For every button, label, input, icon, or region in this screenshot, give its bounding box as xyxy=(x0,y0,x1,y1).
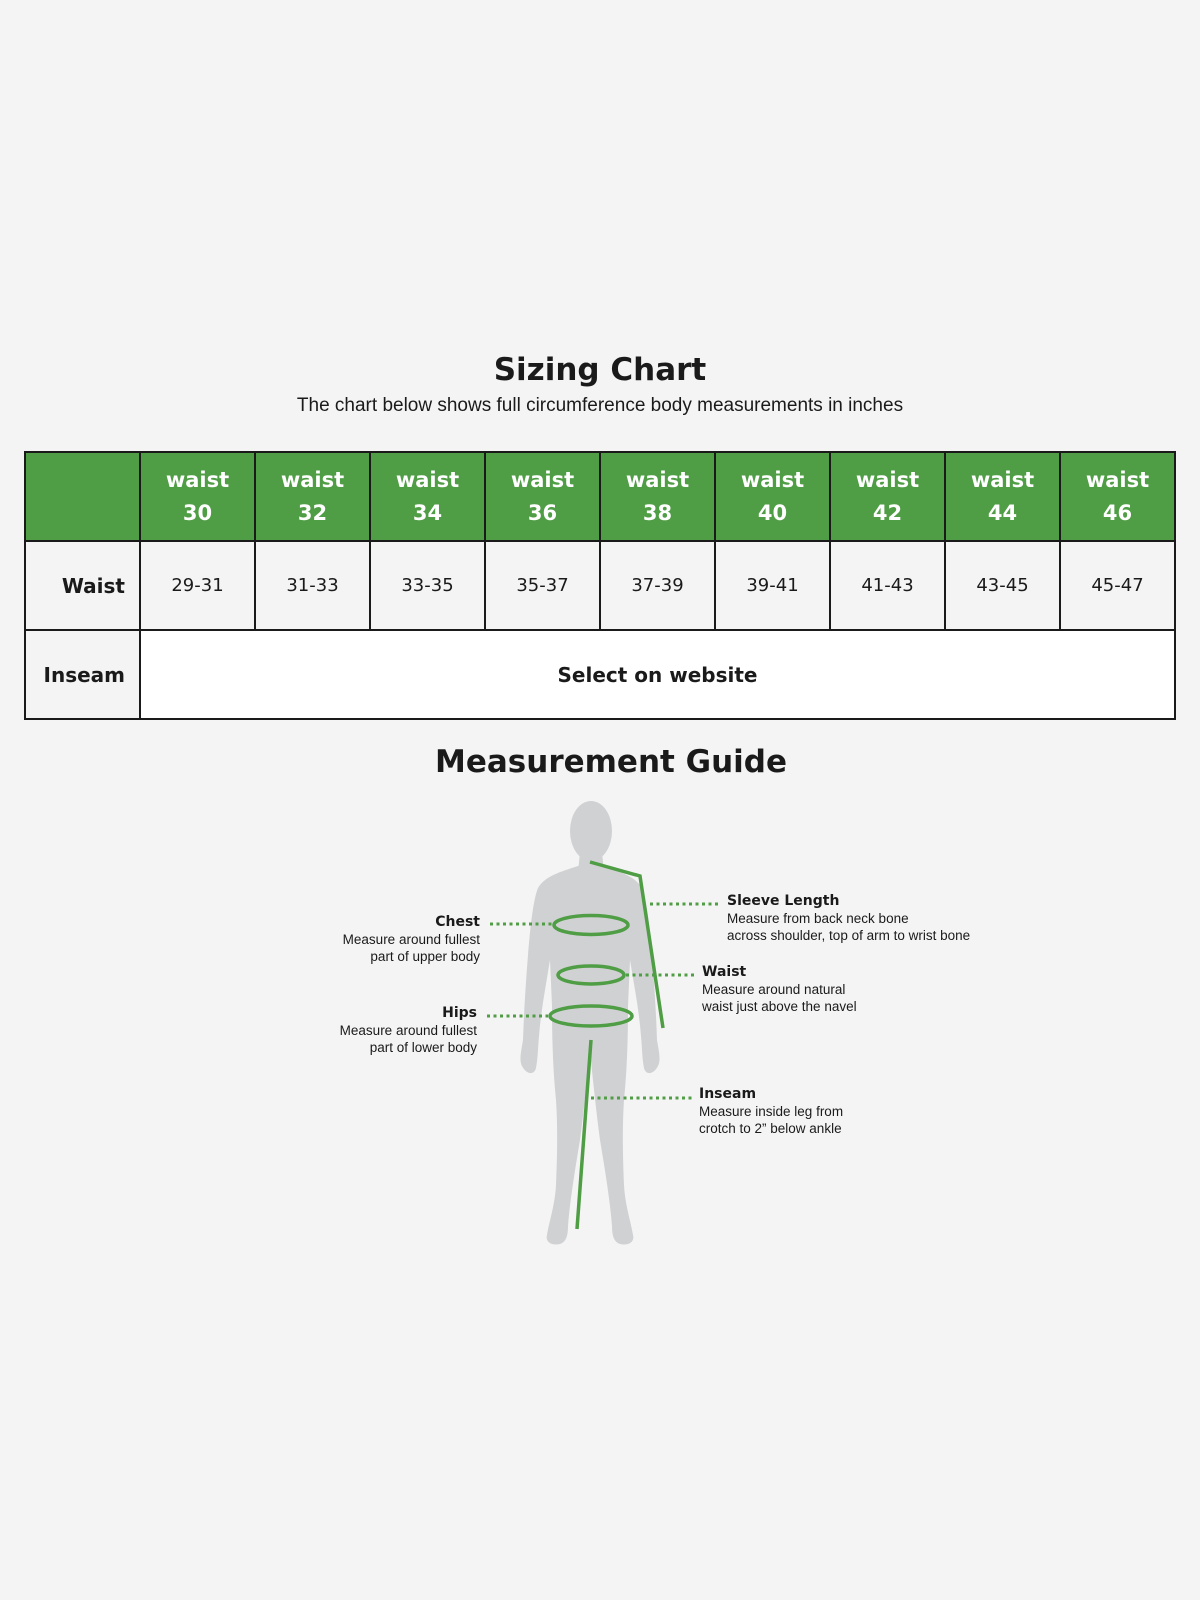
size-word: waist xyxy=(855,467,920,492)
hips-callout-title: Hips xyxy=(442,1005,477,1021)
waist-callout-title: Waist xyxy=(702,964,747,980)
callout-waist xyxy=(702,964,922,1015)
waist-callout-line: Measure around natural xyxy=(702,982,846,997)
callout-sleeve-length xyxy=(727,893,1017,944)
row-label-waist: Waist xyxy=(25,541,140,630)
hips-callout-line: Measure around fullest xyxy=(339,1023,477,1038)
page-title: Sizing Chart xyxy=(493,352,707,388)
size-number: 40 xyxy=(757,500,788,525)
waist-range-cell: 29-31 xyxy=(140,541,255,630)
human-silhouette xyxy=(520,801,659,1245)
waist-range-cell: 33-35 xyxy=(370,541,485,630)
waist-callout-line: waist just above the navel xyxy=(702,999,857,1014)
sleeve-callout-line: across shoulder, top of arm to wrist bone xyxy=(727,928,971,943)
waist-range-cell: 35-37 xyxy=(485,541,600,630)
waist-range-cell: 43-45 xyxy=(945,541,1060,630)
size-number: 36 xyxy=(527,500,558,525)
callout-chest xyxy=(300,914,480,965)
waist-range-cell: 41-43 xyxy=(830,541,945,630)
sleeve-callout-title: Sleeve Length xyxy=(727,893,840,909)
size-word: waist xyxy=(970,467,1035,492)
guide-title: Measurement Guide xyxy=(435,744,787,780)
size-word: waist xyxy=(165,467,230,492)
waist-range-cell: 45-47 xyxy=(1060,541,1175,630)
hips-callout-line: part of lower body xyxy=(369,1040,477,1055)
chest-callout-line: Measure around fullest xyxy=(342,932,480,947)
size-number: 38 xyxy=(642,500,673,525)
size-number: 34 xyxy=(412,500,443,525)
size-word: waist xyxy=(740,467,805,492)
size-word: waist xyxy=(1085,467,1150,492)
chest-callout-line: part of upper body xyxy=(370,949,480,964)
size-number: 32 xyxy=(297,500,328,525)
size-word: waist xyxy=(395,467,460,492)
inseam-callout-line: crotch to 2” below ankle xyxy=(699,1121,842,1136)
sleeve-callout-line: Measure from back neck bone xyxy=(727,911,909,926)
page-subtitle: The chart below shows full circumference body measurements in inches xyxy=(296,395,904,416)
size-number: 42 xyxy=(872,500,903,525)
waist-range-cell: 39-41 xyxy=(715,541,830,630)
size-number: 46 xyxy=(1102,500,1133,525)
size-number: 44 xyxy=(987,500,1018,525)
row-label-inseam: Inseam xyxy=(25,630,140,719)
size-number: 30 xyxy=(182,500,213,525)
size-word: waist xyxy=(510,467,575,492)
inseam-value-cell: Select on website xyxy=(140,630,1175,719)
chest-callout-title: Chest xyxy=(435,914,480,930)
size-word: waist xyxy=(625,467,690,492)
size-word: waist xyxy=(280,467,345,492)
callout-hips xyxy=(297,1005,477,1056)
callout-inseam xyxy=(699,1086,919,1137)
inseam-callout-title: Inseam xyxy=(699,1086,757,1102)
waist-range-cell: 31-33 xyxy=(255,541,370,630)
inseam-callout-line: Measure inside leg from xyxy=(699,1104,844,1119)
waist-range-cell: 37-39 xyxy=(600,541,715,630)
